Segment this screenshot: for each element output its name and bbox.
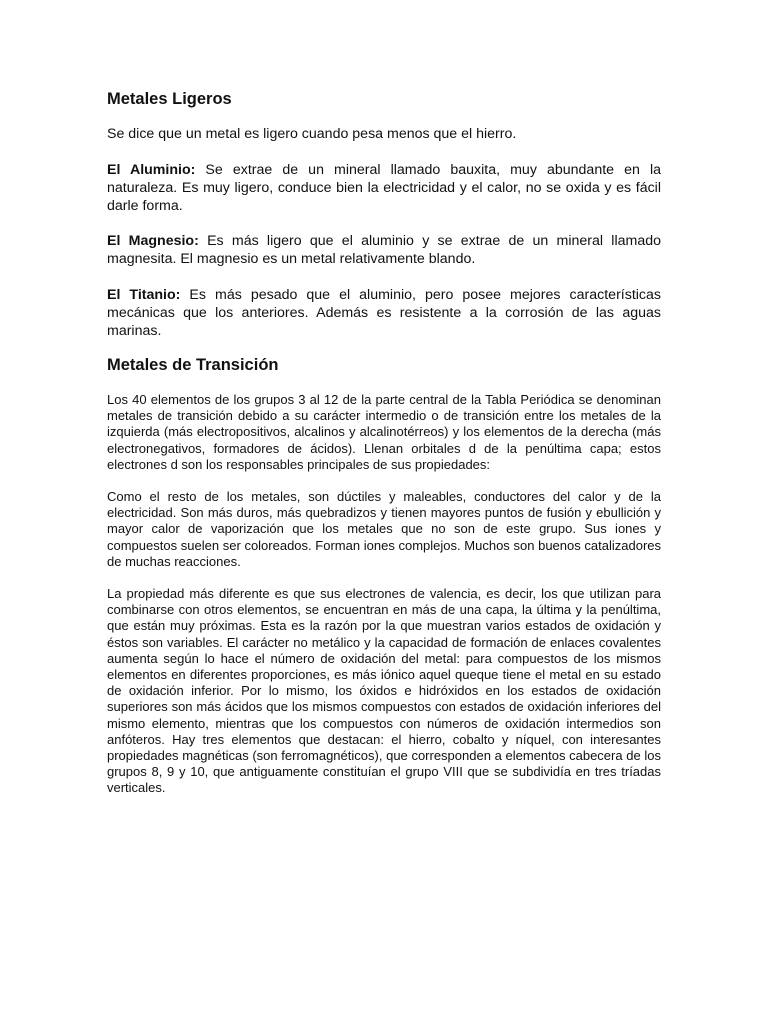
aluminio-paragraph [107, 161, 661, 215]
aluminio-term: El Aluminio: [107, 162, 196, 178]
titanio-text: Es más pesado que el aluminio, pero posee mejores características mecánicas que los anteriores. Además es resistente a la corrosión de las aguas marinas. [107, 287, 661, 339]
intro-paragraph: Se dice que un metal es ligero cuando pesa menos que el hierro. [107, 126, 517, 142]
transition-paragraph-3: La propiedad más diferente es que sus electrones de valencia, es decir, los que utilizan para combinarse con otros elementos, se encuentran en más de una capa, la última y la penúltima, que están muy próximas. Esta es la razón por la que muestran varios estados de oxidación y éstos son variables. El carácter no metálico y la capacidad de formación de enlaces covalentes aumenta según lo hace el número de oxidación del metal: para compuestos de los mismos elementos en diferentes proporciones, es más iónico aquel queque tiene el metal en su estado de oxidación inferior. Por lo mismo, los óxidos e hidróxidos en los estados de oxidación superiores son más ácidos que los mismos compuestos con estados de oxidación inferiores del mismo elemento, mientras que los compuestos con números de oxidación intermedios son anfóteros. Hay tres elementos que destacan: el hierro, cobalto y níquel, con interesantes propiedades magnéticas (son ferromagnéticos), que corresponden a elementos cabecera de los grupos 8, 9 y 10, que antiguamente constituían el grupo VIII que se subdividía en tres tríadas verticales. [107, 586, 661, 796]
transition-paragraph-2: Como el resto de los metales, son dúctiles y maleables, conductores del calor y de la electricidad. Son más duros, más quebradizos y tienen mayores puntos de fusión y ebullición y mayor calor de vaporización que los metales que no son de este grupo. Sus iones y compuestos suelen ser coloreados. Forman iones complejos. Muchos son buenos catalizadores de muchas reacciones. [107, 489, 661, 569]
section-title-metales-de-transicion: Metales de Transición [107, 356, 279, 374]
magnesio-paragraph [107, 232, 661, 268]
aluminio-text: Se extrae de un mineral llamado bauxita, muy abundante en la naturaleza. Es muy ligero, conduce bien la electricidad y el calor, no se oxida y es fácil darle forma. [107, 162, 661, 214]
document-page [107, 88, 661, 797]
titanio-term: El Titanio: [107, 287, 181, 303]
section-title-metales-ligeros: Metales Ligeros [107, 90, 232, 108]
magnesio-text: Es más ligero que el aluminio y se extrae de un mineral llamado magnesita. El magnesio es un metal relativamente blando. [107, 233, 661, 267]
transition-paragraph-1: Los 40 elementos de los grupos 3 al 12 de la parte central de la Tabla Periódica se denominan metales de transición debido a su carácter intermedio o de transición entre los metales de la izquierda (más electropositivos, alcalinos y alcalinotérreos) y los elementos de la derecha (más electronegativos, formadores de ácidos). Llenan orbitales d de la penúltima capa; estos electrones d son los responsables principales de sus propiedades: [107, 392, 661, 472]
magnesio-term: El Magnesio: [107, 233, 199, 249]
titanio-paragraph [107, 286, 661, 340]
